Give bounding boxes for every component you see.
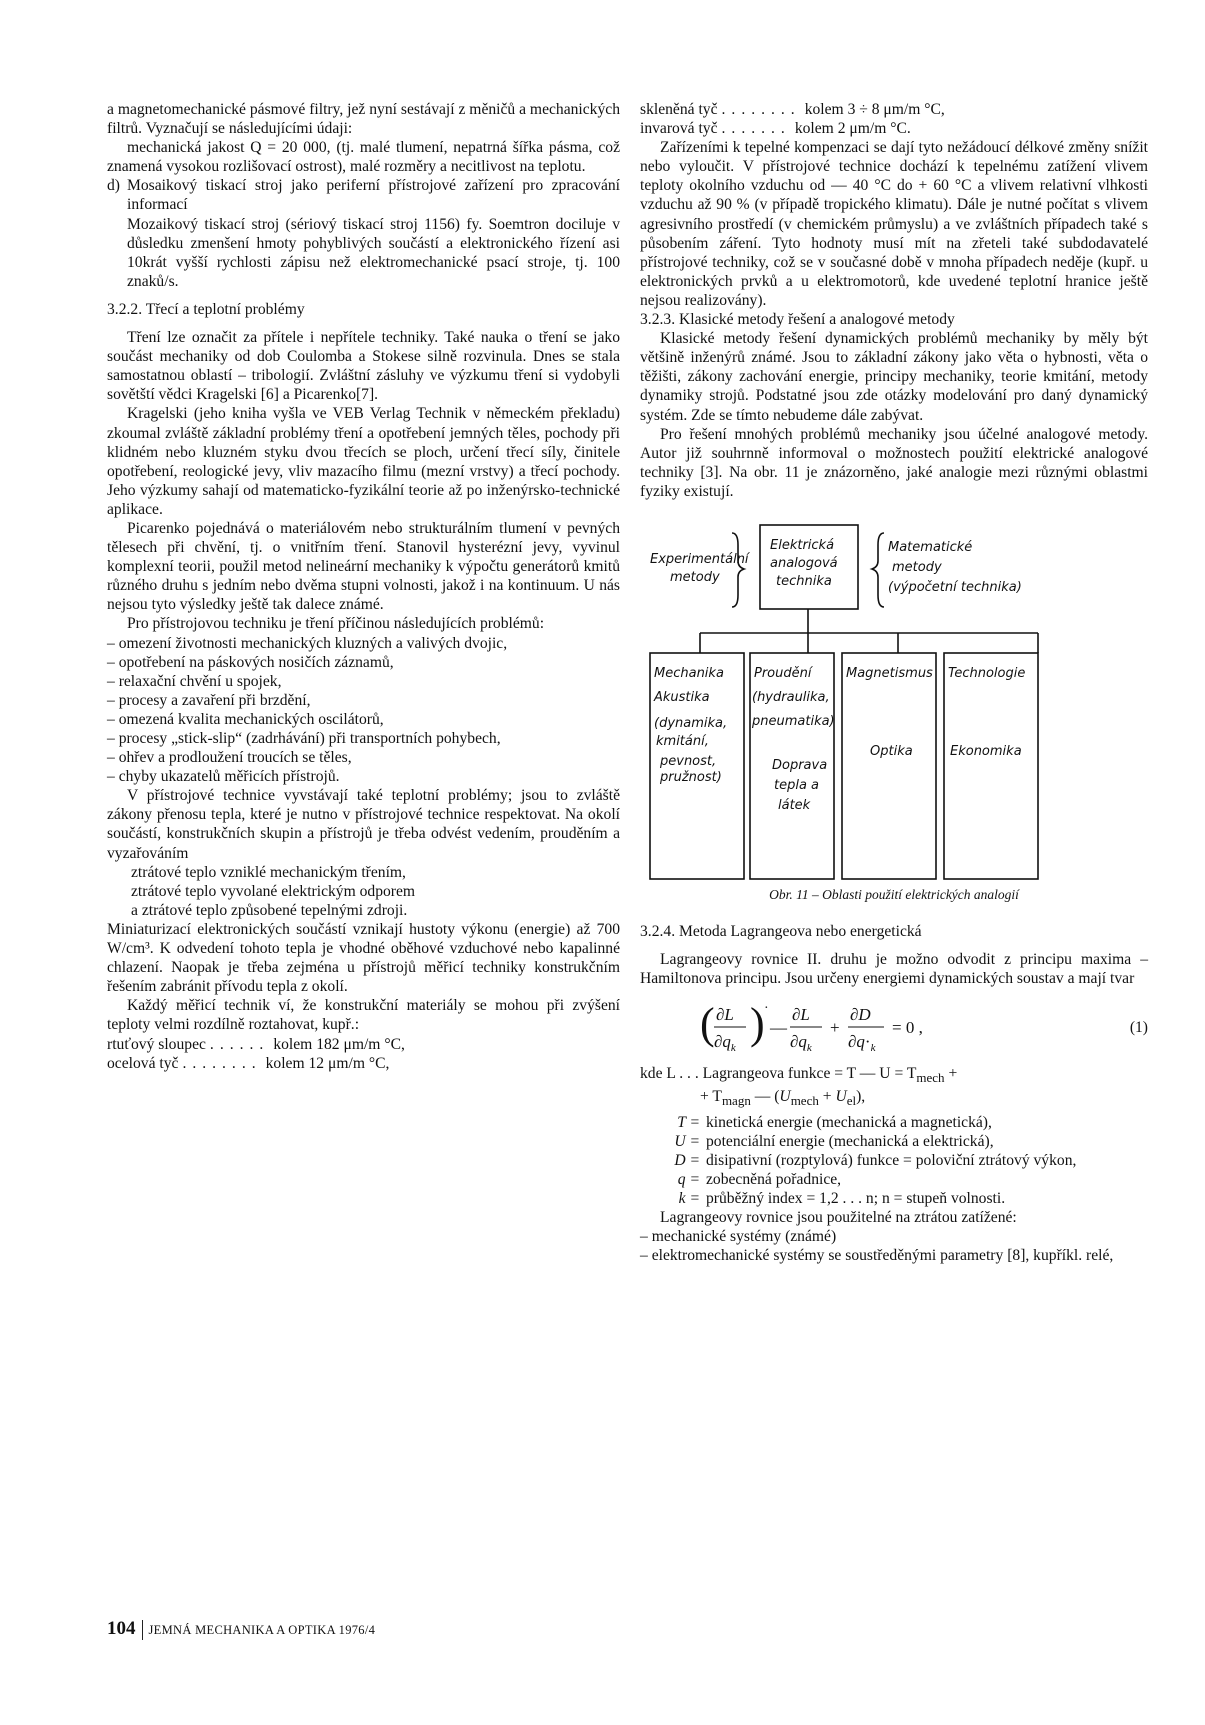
- problem-list: [107, 634, 620, 787]
- list-item: – procesy „stick-slip“ (zadrhávání) při transportních pohybech,: [107, 730, 501, 747]
- leader-dots: ......: [209, 1035, 270, 1053]
- definition-row: U = potenciální energie (mechanická a elektrická),: [674, 1132, 994, 1150]
- paragraph: Každý měřicí technik ví, že konstrukční materiály se mohou při zvýšení teploty velmi rozdílně roztahovat, kupř.:: [107, 997, 620, 1034]
- list-item: – opotřebení na páskových nosičích záznamů,: [107, 653, 394, 671]
- material-name: rtuťový sloupec: [107, 1035, 206, 1053]
- fig-box1-line2: Akustika: [654, 689, 710, 705]
- expansion-row: [640, 100, 1148, 119]
- fig-box3-line1: Magnetismus: [846, 665, 933, 681]
- svg-text:—: —: [770, 1018, 787, 1038]
- paragraph: Kragelski (jeho kniha vyšla ve VEB Verlag Technik v německém překladu) zkoumal zvláště základní problémy tření a opotřebení jemných těles, pochody při klidném nebo kluzném styku dvou třecích se ploch, určení třecí síly, činitele opotřebení, reologické jevy, vliv mazacího filmu (mezní vrstvy) a třecí pochody. Jeho výzkumy sahají od matematicko-fyzikální teorie až po inženýrsko-technické aplikace.: [107, 405, 620, 518]
- list-item: ztrátové teplo vyvolané elektrickým odporem: [131, 882, 416, 900]
- fig-right-label-3: (výpočetní technika): [888, 579, 1022, 595]
- paragraph: Picarenko pojednává o materiálovém nebo strukturálním tlumení v pevných tělesech při chvění, tj. o vnitřním tření. Stanovil hysterézní jevy, vyvinul komplexní teorii, použil metod nelineární mechaniky k výpočtu generátorů kmitů různého druhu s jedním nebo dvěma stupni volnosti, jakož i na kontinuum. U nás nejsou tyto výsledky ještě tak dalece známé.: [107, 519, 620, 614]
- svg-text:= 0 ,: = 0 ,: [892, 1018, 923, 1038]
- expansion-value: kolem 182 μm/m °C,: [273, 1035, 405, 1053]
- expansion-row: [107, 1054, 620, 1073]
- paragraph: Tření lze označit za přítele i nepřítele techniky. Také nauka o tření se jako součást mechaniky od dob Coulomba a Stokese silně rozvinula. Dnes se stala samostatnou oblastí – tribologií. Zvláštní zásluhy ve výzkumu tření si vydobyli sovětští vědci Kragelski [6] a Picarenko[7].: [107, 329, 620, 404]
- paragraph: Mozaikový tiskací stroj (sériový tiskací stroj 1156) fy. Soemtron dociluje v důsledku zmenšení hmoty pohyblivých součástí a elektronického řízení asi 10krát vyšší rychlosti zápisu než elektromechanické psací stroje, tj. 100 znaků/s.: [127, 215, 620, 290]
- section-heading: 3.2.3. Klasické metody řešení a analogové metody: [640, 311, 955, 329]
- fig-left-label-1: Experimentální: [650, 551, 749, 567]
- expansion-value: kolem 3 ÷ 8 μm/m °C,: [804, 101, 945, 118]
- page-number: 104: [107, 1618, 136, 1639]
- svg-text:∂L: ∂L: [716, 1005, 734, 1025]
- fig-box2-line3: pneumatika): [752, 713, 835, 729]
- material-name: invarová tyč: [640, 120, 718, 138]
- svg-text:∂L: ∂L: [792, 1005, 810, 1025]
- fig-center-label-1: Elektrická: [770, 537, 835, 553]
- fig-box1-line5: pevnost,: [660, 753, 717, 769]
- svg-text:∂qk: $\partial q_k$: [790, 1032, 812, 1055]
- definition-line: kde L . . . Lagrangeova funkce = T — $U = T_{mech}$ +: [640, 1065, 958, 1086]
- paragraph: a magnetomechanické pásmové filtry, jež nyní sestávají z měničů a mechanických filtrů. Vyznačují se následujícími údaji:: [107, 101, 620, 138]
- list-item: – procesy a zavaření při brzdění,: [107, 691, 311, 709]
- list-item-d: [107, 176, 620, 291]
- expansion-row: [107, 1035, 620, 1054]
- list-item: – omezení životnosti mechanických kluzných a valivých dvojic,: [107, 634, 508, 652]
- expansion-value: kolem 2 μm/m °C.: [794, 120, 911, 138]
- svg-text:): ): [750, 999, 765, 1049]
- fig-box1-line3: (dynamika,: [654, 715, 728, 731]
- section-heading: 3.2.2. Třecí a teplotní problémy: [107, 300, 305, 318]
- list-item: – omezená kvalita mechanických oscilátorů,: [107, 710, 384, 728]
- list-item: – relaxační chvění u spojek,: [107, 672, 282, 690]
- figure-analogies: [640, 515, 1148, 913]
- svg-text:∂q·k: $\partial q\cdot_k$: [848, 1032, 876, 1055]
- leader-dots: ........: [721, 101, 801, 118]
- fig-box1-line1: Mechanika: [654, 665, 724, 681]
- list-item: ztrátové teplo vzniklé mechanickým třením,: [131, 863, 406, 881]
- definition-line: + $T_{magn}$ — $(U_{mech} + U_{el})$,: [700, 1088, 866, 1109]
- equation-number: (1): [1129, 1019, 1148, 1037]
- definition-row: q = zobecněná pořadnice,: [677, 1170, 842, 1188]
- expansion-row: [640, 119, 1148, 138]
- fig-box2-line1: Proudění: [754, 665, 812, 681]
- leader-dots: ........: [182, 1054, 262, 1072]
- list-item: – chyby ukazatelů měřicích přístrojů.: [107, 768, 340, 786]
- fig-box4-line2: Ekonomika: [950, 743, 1022, 759]
- footer-divider: [142, 1620, 143, 1640]
- right-column: [640, 100, 1148, 1265]
- fig-right-label-2: metody: [892, 559, 942, 575]
- fig-box2-line5: tepla a: [774, 777, 820, 793]
- fig-center-label-2: analogová: [770, 555, 838, 571]
- definition-row: T = kinetická energie (mechanická a magnetická),: [677, 1113, 992, 1131]
- fig-box4-line1: Technologie: [948, 665, 1026, 681]
- paragraph: Zařízeními k tepelné kompenzaci se dají tyto nežádoucí délkové změny snížit nebo vyloučit. V přístrojové technice dochází k tepelnému zatížení vlivem teploty okolního vzduchu od — 40 °C do + 60 °C a vlivem relativní vlhkosti vzduchu až 90 % (v případě tropického klimatu). Dále je nutné počítat s vlivem agresivního prostředí (v chemickém průmyslu) a ve zvláštních případech také s působením záření. Tyto hodnoty musí mít na zřeteli také subdodavatelé přístrojové techniky, což se v současné době v mnoha případech neděje (kupř. u elektronických prvků a u elektromotorů, kde uvedené teplotní hranice ještě nejsou realizovány).: [640, 139, 1148, 309]
- fig-box3-line2: Optika: [870, 743, 913, 759]
- fig-box1-line4: kmitání,: [656, 733, 709, 749]
- leader-dots: .......: [721, 120, 791, 138]
- fig-box2-line4: Doprava: [772, 757, 828, 773]
- svg-text:(: (: [700, 999, 715, 1049]
- definition-row: D = disipativní (rozptylová) funkce = poloviční ztrátový výkon,: [674, 1151, 1077, 1169]
- heat-list: [107, 863, 620, 920]
- list-text: Mosaikový tiskací stroj jako periferní přístrojové zařízení pro zpracování informací: [127, 177, 620, 214]
- equation-graphic: [700, 998, 1140, 1058]
- fig-box1-line6: pružnost): [660, 769, 722, 785]
- paragraph: mechanická jakost Q = 20 000, (tj. malé tlumení, nepatrná šířka pásma, což znamená vysokou rozlišovací ostrost), malé rozměry a necitlivost na teplotu.: [107, 139, 620, 176]
- fig-left-label-2: metody: [670, 569, 720, 585]
- fig-center-label-3: technika: [776, 573, 832, 589]
- analogy-diagram: [640, 515, 1148, 895]
- material-name: skleněná tyč: [640, 101, 718, 118]
- svg-text:∂qk: $\partial q_k$: [714, 1032, 736, 1055]
- list-label: d): [107, 177, 120, 195]
- left-column: [107, 100, 620, 1073]
- paragraph: Klasické metody řešení dynamických problémů mechaniky by měly být většině inženýrů známé. Jsou to základní zákony jako věta o hybnosti, věta o těžišti, zákony zachování energie, principy mechaniky, teorie kmitání, metody dynamiky strojů. Podstatné jsou zde otázky modelování pro daný dynamický systém. Zde se tímto nebudeme dále zabývat.: [640, 330, 1148, 424]
- svg-text:∂D: ∂D: [850, 1005, 871, 1025]
- svg-text:·: ·: [764, 1001, 769, 1017]
- definition-row: k = průběžný index = 1,2 . . . n; n = stupeň volnosti.: [678, 1190, 1006, 1208]
- list-item: – elektromechanické systémy se soustředěnými parametry [8], kupříkl. relé,: [640, 1247, 1114, 1265]
- svg-text:+: +: [830, 1018, 840, 1038]
- list-item: a ztrátové teplo způsobené tepelnými zdroji.: [131, 901, 408, 919]
- fig-box2-line6: látek: [778, 797, 811, 813]
- paragraph: Pro přístrojovou techniku je tření příčinou následujících problémů:: [127, 615, 545, 633]
- page-footer: [107, 1618, 375, 1640]
- section-heading: 3.2.4. Metoda Lagrangeova nebo energetická: [640, 922, 922, 940]
- paragraph: Pro řešení mnohých problémů mechaniky jsou účelné analogové metody. Autor již souhrnně informoval o možnostech použití elektrické analogové techniky [3]. Na obr. 11 je znázorněno, jaké analogie mezi různými oblastmi fyziky existují.: [640, 425, 1148, 500]
- list-item: – ohřev a prodloužení troucích se těles,: [107, 749, 352, 767]
- paragraph: Lagrangeovy rovnice II. druhu je možno odvodit z principu maxima – Hamiltonova principu. Jsou určeny energiemi dynamických soustav a mají tvar: [640, 951, 1148, 988]
- list-item: – mechanické systémy (známé): [640, 1228, 837, 1246]
- fig-right-label-1: Matematické: [888, 539, 973, 555]
- lagrange-equation: [640, 998, 1148, 1058]
- system-list: [640, 1227, 1148, 1265]
- definitions: [640, 1113, 1148, 1208]
- material-name: ocelová tyč: [107, 1054, 179, 1072]
- journal-name: JEMNÁ MECHANIKA A OPTIKA 1976/4: [148, 1623, 376, 1637]
- figure-caption: Obr. 11 – Oblasti použití elektrických analogií: [769, 886, 1019, 902]
- paragraph: Lagrangeovy rovnice jsou použitelné na ztrátou zatížené:: [660, 1209, 1017, 1227]
- paragraph: Miniaturizací elektronických součástí vznikají hustoty výkonu (energie) až 700 W/cm³. K odvedení tohoto tepla je vhodné oběhové vzduchové nebo kapalinné chlazení. Naopak je třeba zejména u přístrojů měřicí techniky konstrukčním řešením zabránit přívodu tepla z okolí.: [107, 920, 620, 996]
- paragraph: V přístrojové technice vyvstávají také teplotní problémy; jsou to zvláště zákony přenosu tepla, které je nutno v přístrojové technice respektovat. Na okolí součástí, konstrukčních skupin a přístrojů je třeba odvést vedením, prouděním a vyzařováním: [107, 787, 620, 862]
- fig-box2-line2: (hydraulika,: [752, 689, 830, 705]
- expansion-value: kolem 12 μm/m °C,: [265, 1054, 390, 1072]
